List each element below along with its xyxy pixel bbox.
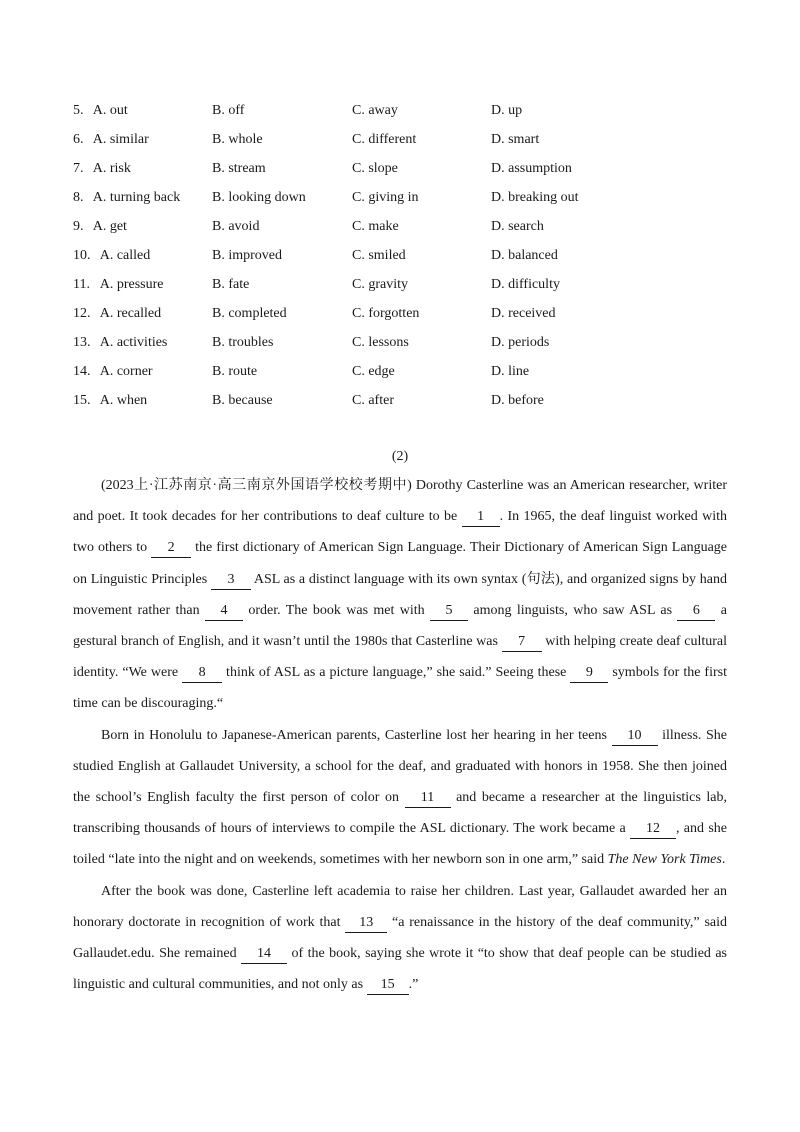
option-d: D. smart xyxy=(491,131,540,147)
option-c: C. lessons xyxy=(352,335,409,351)
option-c: C. away xyxy=(352,102,398,118)
option-b: B. avoid xyxy=(212,218,260,234)
option-a: A. similar xyxy=(92,131,149,147)
option-a: A. called xyxy=(99,248,151,264)
option-a: A. out xyxy=(92,102,128,118)
option-row xyxy=(73,329,753,358)
option-d: D. difficulty xyxy=(491,277,560,293)
question-number: 11. xyxy=(73,277,90,293)
option-row xyxy=(73,154,753,183)
question-number: 12. xyxy=(73,306,91,322)
option-row xyxy=(73,387,753,416)
option-d: D. before xyxy=(491,393,544,409)
paragraph-2: Born in Honolulu to Japanese-American parents, Casterline lost her hearing in her teens 10 illness. She studied English at Gallaudet University, a school for the deaf, and graduated with honors in 1958. She then joined the school’s English faculty the first person of color on 11 and became a researcher at the linguistics lab, transcribing thousands of hours of interviews to compile the ASL dictionary. The work became a 12 , and she toiled “late into the night and on weekends, sometimes with her newborn son in one arm,” said The New York Times. xyxy=(73,727,727,868)
option-c: C. edge xyxy=(352,364,395,380)
option-c: C. giving in xyxy=(352,189,419,205)
question-number: 5. xyxy=(73,102,84,118)
question-number: 7. xyxy=(73,160,84,176)
question-number: 8. xyxy=(73,189,84,205)
option-c: C. gravity xyxy=(352,277,408,293)
option-a: A. corner xyxy=(99,364,153,380)
answer-options xyxy=(73,96,753,416)
option-c: C. make xyxy=(352,218,399,234)
option-d: D. periods xyxy=(491,335,550,351)
option-d: D. line xyxy=(491,364,530,380)
blank-13: 13 xyxy=(345,914,387,933)
option-a: A. risk xyxy=(92,160,131,176)
option-c: C. smiled xyxy=(352,248,406,264)
blank-14: 14 xyxy=(241,945,287,964)
option-a: A. pressure xyxy=(99,277,164,293)
blank-9: 9 xyxy=(570,664,608,683)
question-number: 9. xyxy=(73,218,84,234)
option-row xyxy=(73,96,753,125)
option-a: A. recalled xyxy=(99,306,162,322)
option-d: D. assumption xyxy=(491,160,572,176)
option-c: C. after xyxy=(352,393,394,409)
blank-12: 12 xyxy=(630,820,676,839)
blank-2: 2 xyxy=(151,539,191,558)
option-b: B. looking down xyxy=(212,189,306,205)
option-c: C. forgotten xyxy=(352,306,420,322)
blank-1: 1 xyxy=(462,508,500,527)
question-number: 14. xyxy=(73,364,91,380)
option-b: B. off xyxy=(212,102,245,118)
source-name: The New York Times xyxy=(607,852,722,868)
paragraph-3: After the book was done, Casterline left academia to raise her children. Last year, Gallaudet awarded her an honorary doctorate in recognition of work that 13 “a renaissance in the history of the deaf community,” said Gallaudet.edu. She remained 14 of the book, saying she wrote it “to show that deaf people can be studied as linguistic and cultural communities, and not only as 15 .” xyxy=(73,876,727,1001)
option-b: B. troubles xyxy=(212,335,274,351)
blank-4: 4 xyxy=(205,602,243,621)
option-b: B. because xyxy=(212,393,273,409)
option-row xyxy=(73,241,753,270)
option-row xyxy=(73,125,753,154)
option-b: B. route xyxy=(212,364,258,380)
option-a: A. turning back xyxy=(92,189,181,205)
option-row xyxy=(73,183,753,212)
section-label: (2) xyxy=(391,449,409,464)
option-row xyxy=(73,300,753,329)
blank-6: 6 xyxy=(677,602,715,621)
option-d: D. balanced xyxy=(491,248,558,264)
option-a: A. get xyxy=(92,218,127,234)
option-b: B. stream xyxy=(212,160,266,176)
question-number: 6. xyxy=(73,131,84,147)
paragraph-1: (2023上·江苏南京·高三南京外国语学校校考期中) Dorothy Casterline was an American researcher, writer and poet. It took decades for her contributions to deaf culture to be 1 . In 1965, the deaf linguist worked with two others to 2 the first dictionary of American Sign Language. Their Dictionary of American Sign Language on Linguistic Principles 3 ASL as a distinct language with its own syntax (句法), and organized signs by hand movement rather than 4 order. The book was met with 5 among linguists, who saw ASL as 6 a gestural branch of English, and it wasn’t until the 1980s that Casterline was 7 with helping create deaf cultural identity. “We were 8 think of ASL as a picture language,” she said.” Seeing these 9 symbols for the first time can be discouraging.“ xyxy=(73,478,728,712)
option-row xyxy=(73,358,753,387)
blank-8: 8 xyxy=(182,664,222,683)
blank-11: 11 xyxy=(405,789,451,808)
option-b: B. improved xyxy=(212,248,282,264)
option-a: A. activities xyxy=(99,335,168,351)
option-row xyxy=(73,271,753,300)
option-d: D. received xyxy=(491,306,556,322)
blank-15: 15 xyxy=(367,976,409,995)
question-number: 15. xyxy=(73,393,91,409)
blank-7: 7 xyxy=(502,633,542,652)
option-d: D. up xyxy=(491,102,523,118)
option-d: D. breaking out xyxy=(491,189,579,205)
blank-5: 5 xyxy=(430,602,468,621)
option-c: C. different xyxy=(352,131,417,147)
question-number: 13. xyxy=(73,335,91,351)
option-d: D. search xyxy=(491,218,544,234)
cloze-passage xyxy=(73,470,727,1000)
blank-3: 3 xyxy=(211,571,251,590)
option-b: B. whole xyxy=(212,131,263,147)
option-row xyxy=(73,212,753,241)
option-b: B. fate xyxy=(212,277,250,293)
question-number: 10. xyxy=(73,248,91,264)
option-b: B. completed xyxy=(212,306,287,322)
option-a: A. when xyxy=(99,393,148,409)
blank-10: 10 xyxy=(612,727,658,746)
option-c: C. slope xyxy=(352,160,398,176)
